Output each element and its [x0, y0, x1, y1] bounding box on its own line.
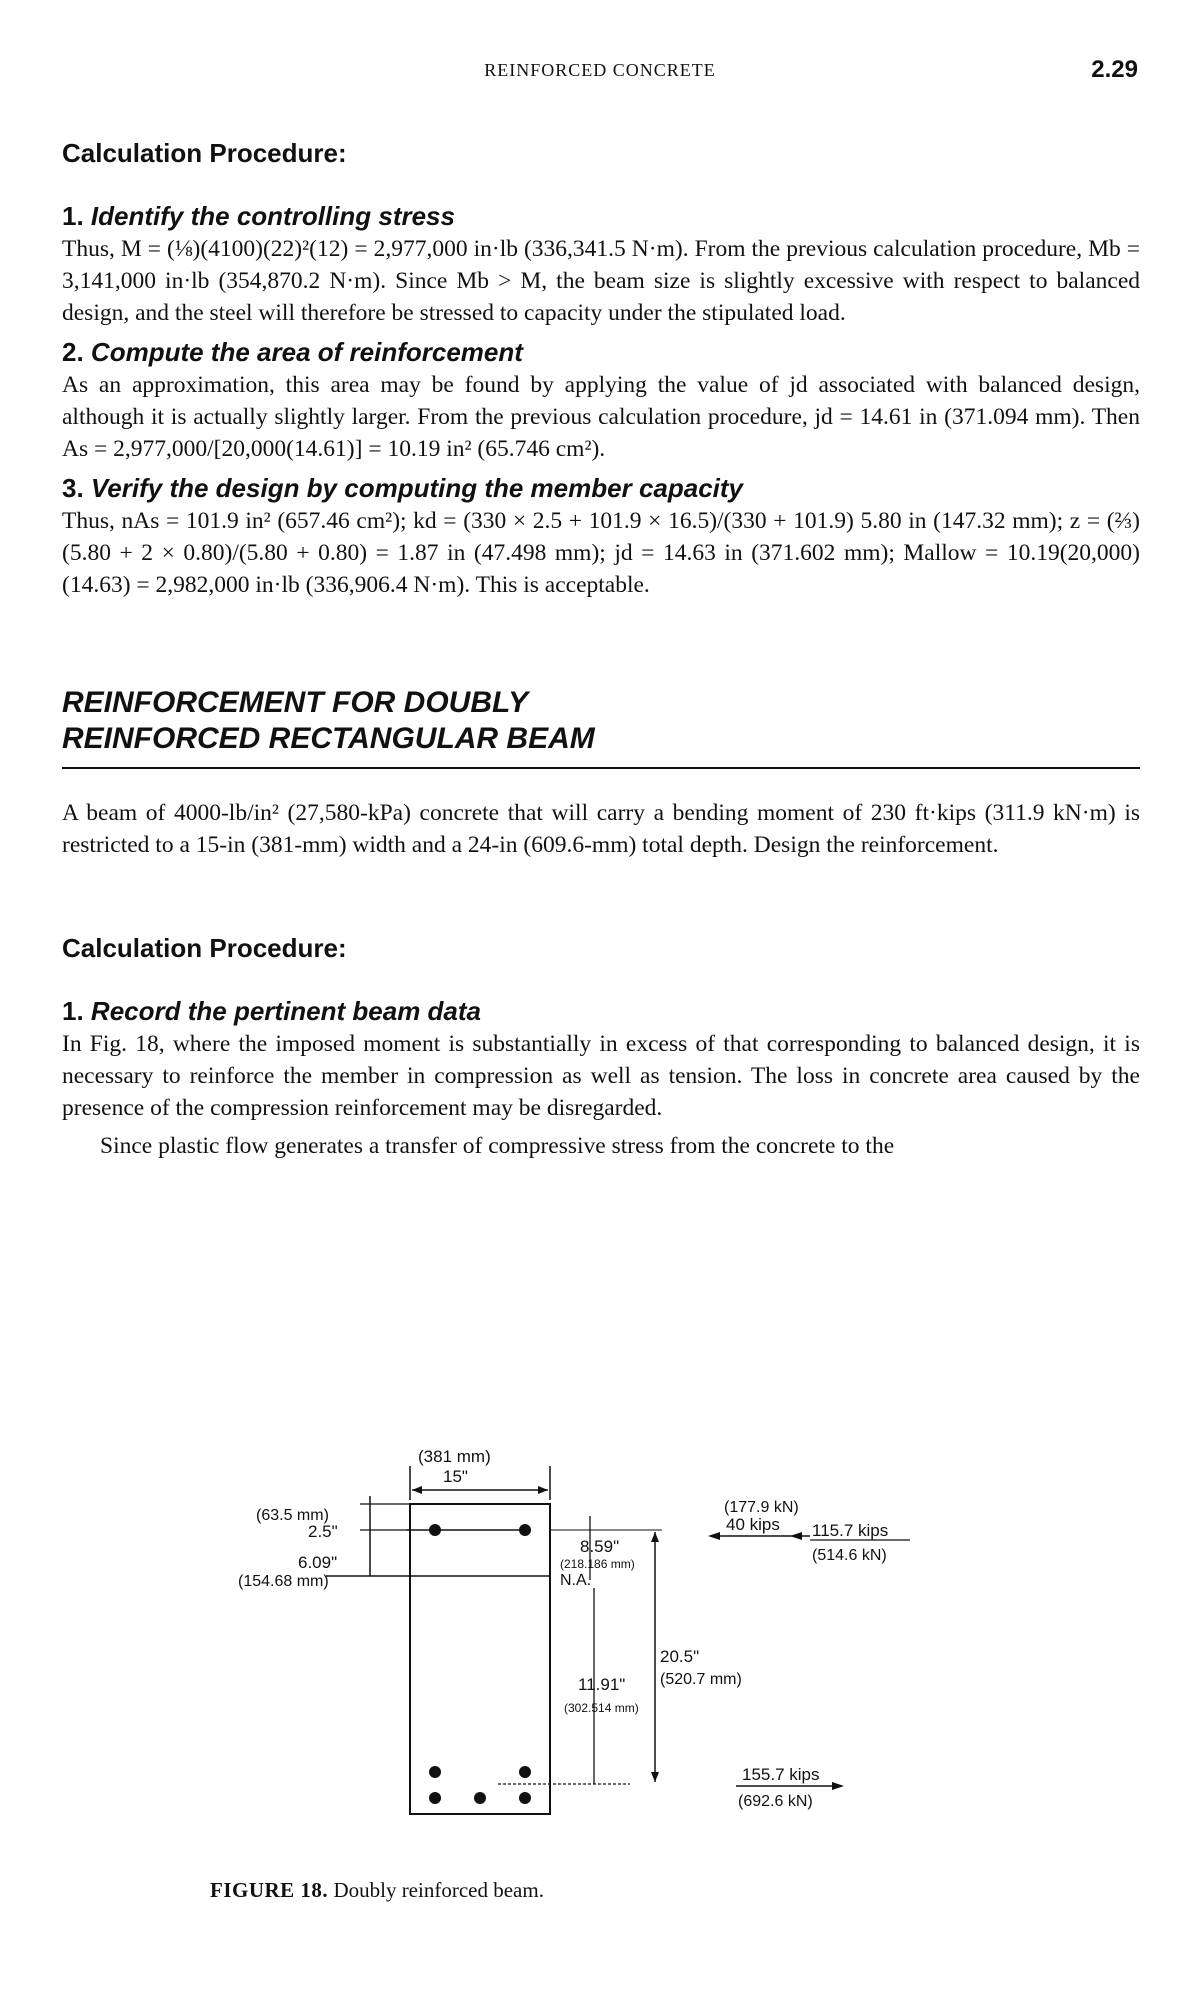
compression-bar: [429, 1524, 441, 1536]
dist-top-in-label: 8.59": [580, 1537, 620, 1556]
page-content: [62, 138, 1140, 1168]
beam-section: [410, 1504, 550, 1814]
step-heading: 3. Verify the design by computing the member capacity: [62, 473, 744, 503]
step-text: As an approximation, this area may be found by applying the value of jd associated with balanced design, although it is actually slightly larger. From the previous calculation procedure, jd = 14.61 in (371.094 mm). Then As = 2,977,000/[20,000(14.61)] = 10.19 in² (65.746 cm²).: [62, 372, 1140, 462]
arrowhead: [832, 1782, 844, 1790]
tension-bar: [519, 1766, 531, 1778]
compression-bar: [519, 1524, 531, 1536]
cover-in-label: 2.5": [308, 1522, 338, 1541]
force1-kips-label: 40 kips: [726, 1515, 780, 1534]
force2-kips-label: 115.7 kips: [812, 1521, 889, 1540]
neutral-axis-label: N.A.: [560, 1572, 592, 1589]
dist-bottom-in-label: 11.91": [578, 1675, 626, 1694]
force1-kn-label: (177.9 kN): [724, 1499, 799, 1516]
force3-kn-label: (692.6 kN): [738, 1793, 813, 1810]
procedure-heading: Calculation Procedure:: [62, 138, 347, 168]
step-2: [62, 335, 1140, 465]
arrowhead: [651, 1532, 659, 1542]
running-head: REINFORCED CONCRETE: [484, 60, 716, 80]
procedure-heading-2: Calculation Procedure:: [62, 933, 347, 963]
depth-mm-label: (520.7 mm): [660, 1671, 742, 1688]
step-text: In Fig. 18, where the imposed moment is substantially in excess of that corresponding to balanced design, it is necessary to reinforce the member in compression as well as tension. The loss in concrete area caused by the presence of the compression reinforcement may be disregarded.: [62, 1031, 1140, 1121]
section-title: REINFORCEMENT FOR DOUBLY REINFORCED RECTANGULAR BEAM: [62, 685, 1140, 769]
page-number: 2.29: [1091, 56, 1138, 83]
kd-in-label: 6.09": [298, 1553, 338, 1572]
step-3: [62, 471, 1140, 601]
step-heading: 1. Record the pertinent beam data: [62, 996, 481, 1026]
step-heading: 2. Compute the area of reinforcement: [62, 337, 523, 367]
step-1-beam-data: [62, 994, 1140, 1162]
force2-kn-label: (514.6 kN): [812, 1547, 887, 1564]
width-mm-label: (381 mm): [418, 1447, 491, 1466]
arrowhead: [538, 1486, 548, 1494]
step-continuation: Since plastic flow generates a transfer of compressive stress from the concrete to the: [100, 1133, 895, 1159]
tension-bar: [429, 1792, 441, 1804]
step-1: [62, 199, 1140, 329]
arrowhead: [708, 1532, 720, 1540]
problem-statement: A beam of 4000-lb/in² (27,580-kPa) concrete that will carry a bending moment of 230 ft·kips (311.9 kN·m) is restricted to a 15-in (381-mm) width and a 24-in (609.6-mm) total depth. Design the reinforcement.: [62, 800, 1140, 858]
width-in-label: 15": [443, 1467, 468, 1486]
depth-in-label: 20.5": [660, 1647, 700, 1666]
step-text: Thus, nAs = 101.9 in² (657.46 cm²); kd = (330 × 2.5 + 101.9 × 16.5)/(330 + 101.9) 5.80 in (147.32 mm); z = (⅔)(5.80 + 2 × 0.80)/(5.80 + 0.80) = 1.87 in (47.498 mm); jd = 14.63 in (371.602 mm); Mallow = 10.19(20,000)(14.63) = 2,982,000 in·lb (336,906.4 N·m). This is acceptable.: [62, 508, 1140, 598]
force3-kips-label: 155.7 kips: [742, 1765, 820, 1784]
cover-mm-label: (63.5 mm): [256, 1507, 329, 1524]
kd-mm-label: (154.68 mm): [238, 1573, 329, 1590]
step-text: Thus, M = (⅛)(4100)(22)²(12) = 2,977,000 in·lb (336,341.5 N·m). From the previous calculation procedure, Mb = 3,141,000 in·lb (354,870.2 N·m). Since Mb > M, the beam size is slightly excessive with respect to balanced design, and the steel will therefore be stressed to capacity under the stipulated load.: [62, 236, 1140, 326]
step-heading: 1. Identify the controlling stress: [62, 201, 455, 231]
arrowhead: [790, 1532, 802, 1540]
tension-bar: [429, 1766, 441, 1778]
dist-top-mm-label: (218.186 mm): [560, 1557, 635, 1571]
figure-caption: FIGURE 18. Doubly reinforced beam.: [210, 1878, 544, 1902]
beam-cross-section-figure: [230, 1440, 1010, 1860]
dist-bottom-mm-label: (302.514 mm): [564, 1701, 639, 1715]
arrowhead: [651, 1772, 659, 1782]
arrowhead: [412, 1486, 422, 1494]
tension-bar: [474, 1792, 486, 1804]
tension-bar: [519, 1792, 531, 1804]
